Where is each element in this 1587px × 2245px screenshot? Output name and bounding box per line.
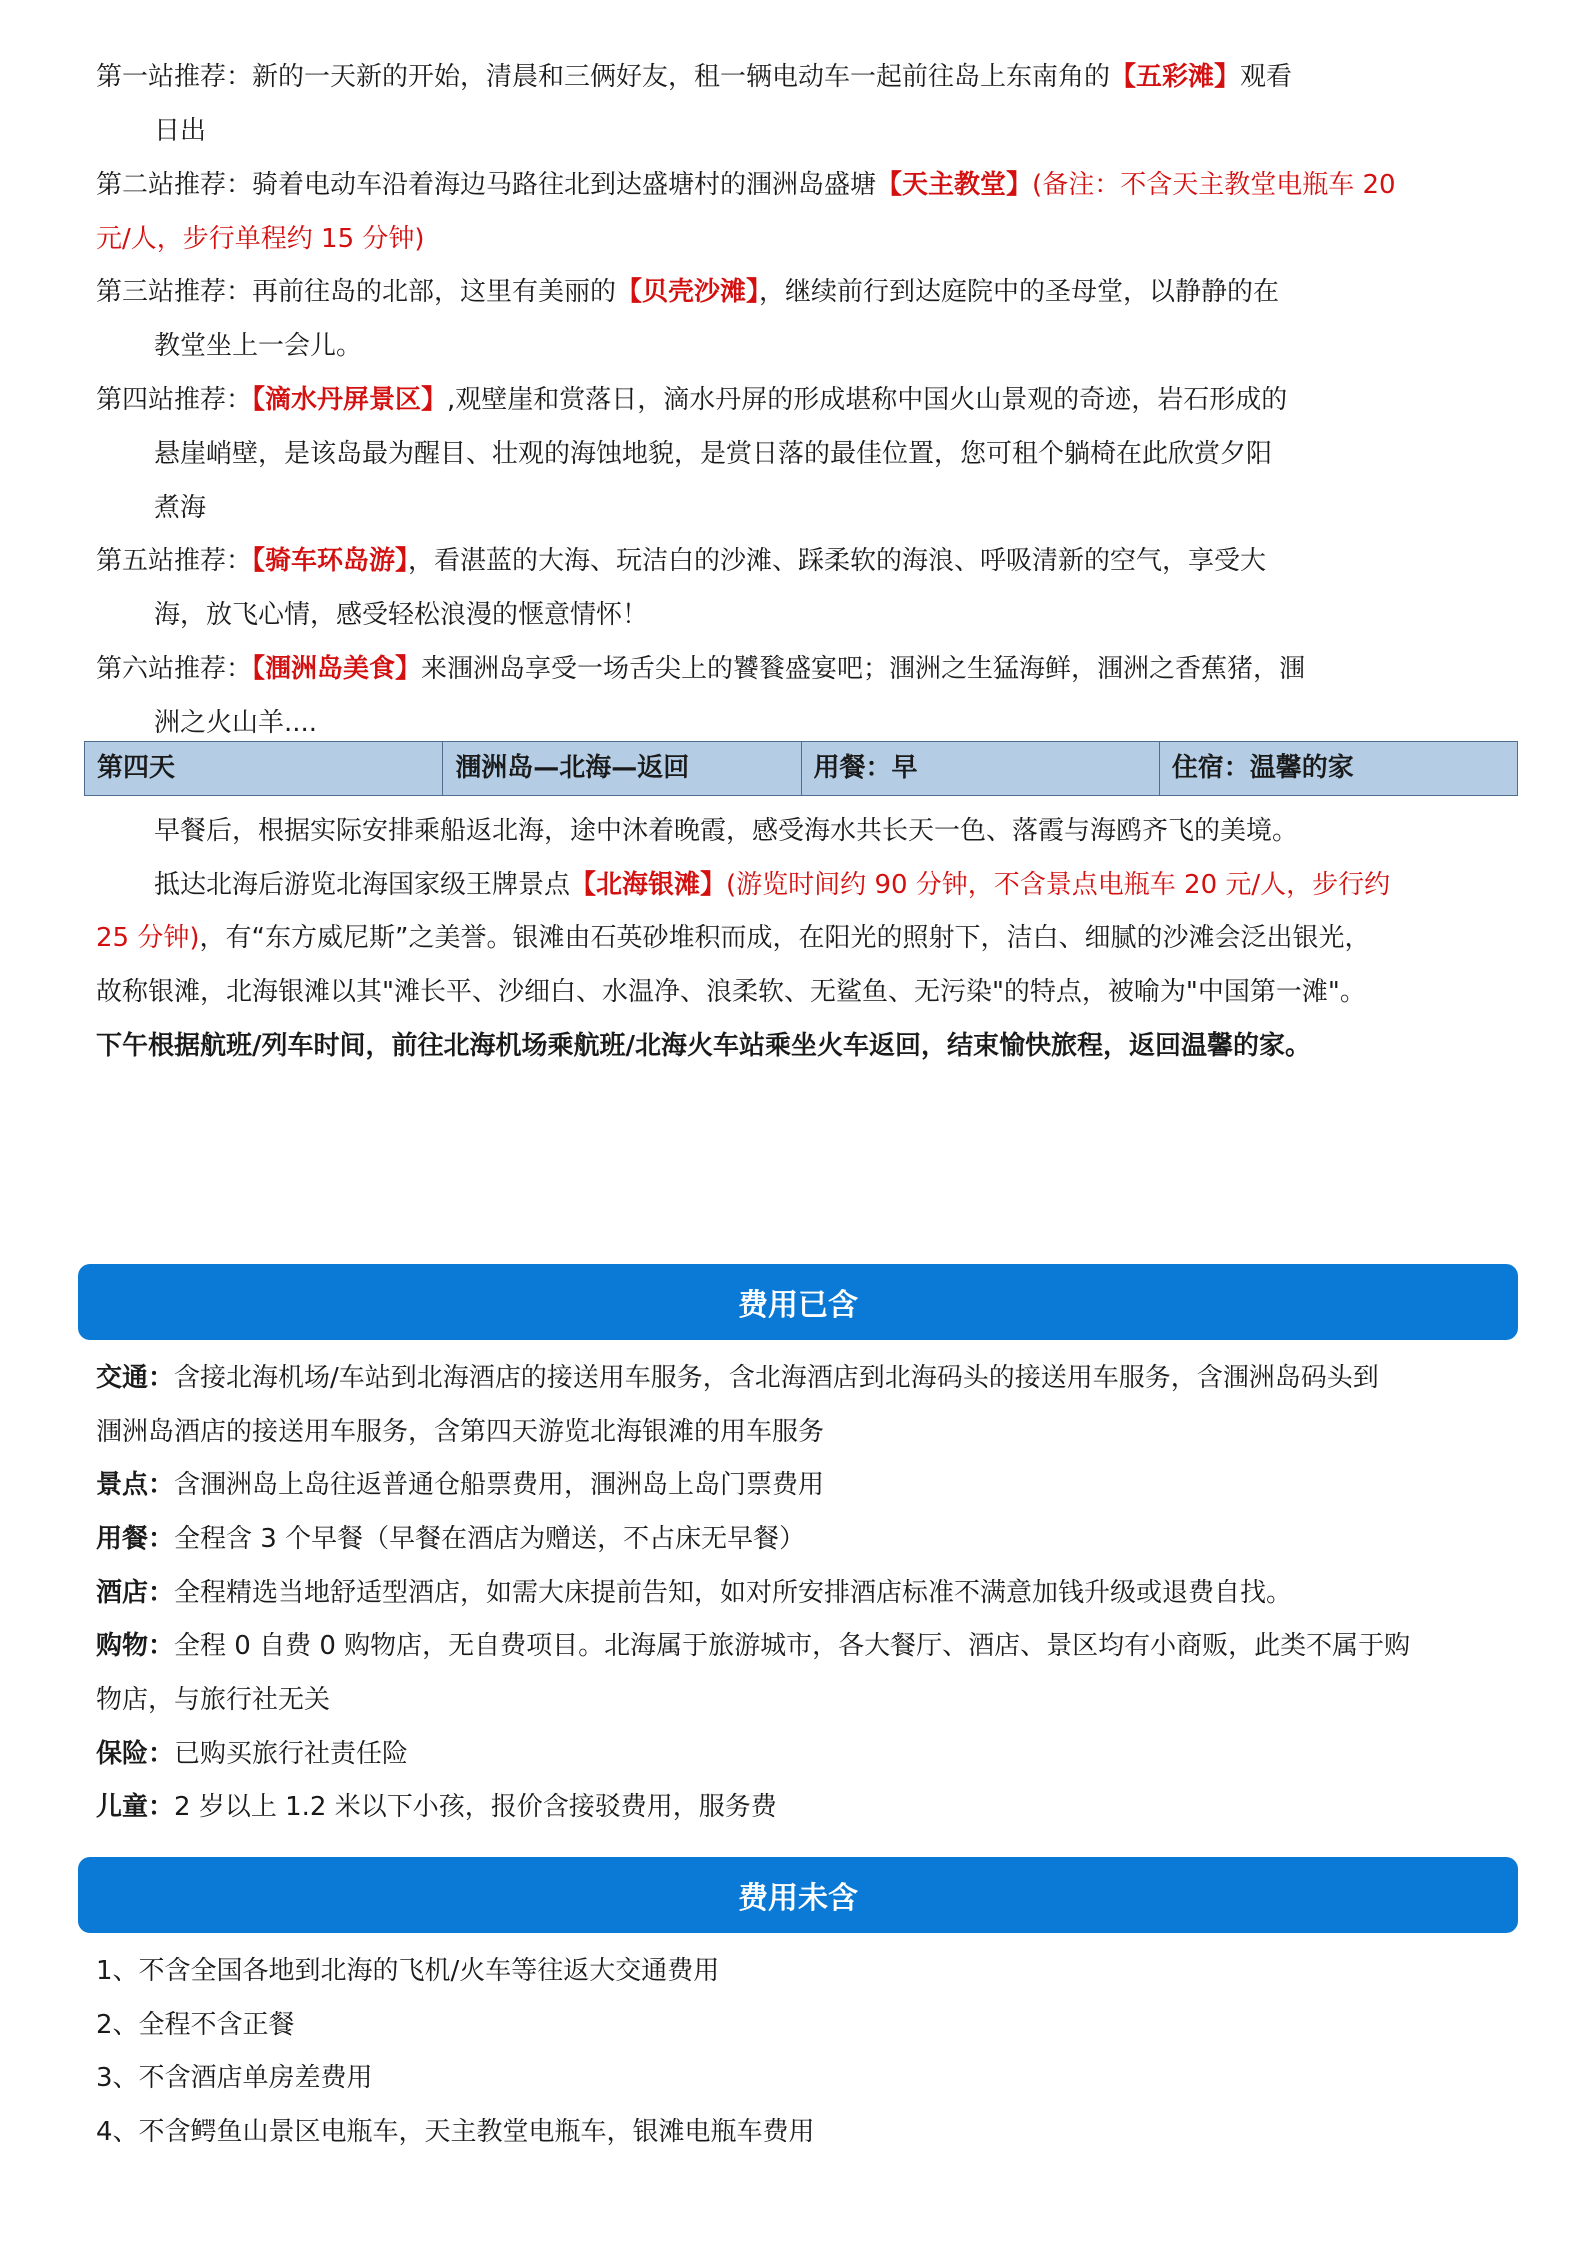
day4-para2-text-b: ，有“东方威尼斯”之美誉。银滩由石英砂堆积而成，在阳光的照射下，洁白、细腻的沙滩会泛出银光， bbox=[199, 923, 1371, 953]
stop6-label: 第六站推荐： bbox=[96, 654, 253, 684]
stop2-note: (备注：不含天主教堂电瓶车 20 bbox=[1032, 170, 1396, 200]
included-shopping bbox=[96, 1628, 1410, 1664]
included-banner bbox=[78, 1264, 1518, 1340]
stop1-text: 新的一天新的开始，清晨和三俩好友，租一辆电动车一起前往岛上东南角的 bbox=[252, 62, 1111, 92]
included-label: 保险： bbox=[96, 1739, 175, 1769]
stop3-text: 再前往岛的北部，这里有美丽的 bbox=[252, 277, 617, 307]
stop2-label: 第二站推荐： bbox=[96, 170, 253, 200]
included-insurance bbox=[96, 1736, 408, 1772]
included-label: 景点： bbox=[96, 1470, 175, 1500]
included-transport-cont: 涠洲岛酒店的接送用车服务，含第四天游览北海银滩的用车服务 bbox=[96, 1417, 825, 1447]
stop2-text: 骑着电动车沿着海边马路往北到达盛塘村的涠洲岛盛塘 bbox=[252, 170, 877, 200]
day4-para1: 早餐后，根据实际安排乘船返北海，途中沐着晚霞，感受海水共长天一色、落霞与海鸥齐飞的美境。 bbox=[154, 816, 1299, 846]
excluded-banner bbox=[78, 1857, 1518, 1933]
included-label: 儿童： bbox=[96, 1792, 175, 1822]
stop6-text: 来涠洲岛享受一场舌尖上的饕餮盛宴吧；涠洲之生猛海鲜，涠洲之香蕉猪，涠 bbox=[421, 654, 1306, 684]
included-text: 已购买旅行社责任险 bbox=[174, 1739, 409, 1769]
stop5-text: ，看湛蓝的大海、玩洁白的沙滩、踩柔软的海浪、呼吸清新的空气，享受大 bbox=[408, 546, 1267, 576]
stop5-line bbox=[96, 543, 1266, 579]
stop2-highlight: 【天主教堂】 bbox=[876, 170, 1033, 200]
included-title: 费用已含 bbox=[738, 1288, 858, 1323]
included-children bbox=[96, 1789, 777, 1825]
stop6-cont: 洲之火山羊.... bbox=[154, 708, 318, 738]
stop4-cont1: 悬崖峭壁，是该岛最为醒目、壮观的海蚀地貌，是赏日落的最佳位置，您可租个躺椅在此欣赏夕阳 bbox=[154, 439, 1273, 469]
included-hotel bbox=[96, 1575, 1292, 1611]
stop4-line bbox=[96, 382, 1287, 418]
stop1-text-b: 观看 bbox=[1240, 62, 1293, 92]
included-shopping-cont: 物店，与旅行社无关 bbox=[96, 1685, 331, 1715]
included-label: 交通： bbox=[96, 1363, 175, 1393]
stop2-note-cont: 元/人，步行单程约 15 分钟) bbox=[96, 224, 425, 254]
excluded-item: 4、不含鳄鱼山景区电瓶车，天主教堂电瓶车，银滩电瓶车费用 bbox=[96, 2117, 815, 2147]
stop4-label: 第四站推荐： bbox=[96, 385, 253, 415]
stop1-label: 第一站推荐： bbox=[96, 62, 253, 92]
stop3-label: 第三站推荐： bbox=[96, 277, 253, 307]
included-text: 含涠洲岛上岛往返普通仓船票费用，涠洲岛上岛门票费用 bbox=[174, 1470, 825, 1500]
stop6-highlight: 【涠洲岛美食】 bbox=[252, 654, 422, 684]
included-text: 全程 0 自费 0 购物店，无自费项目。北海属于旅游城市，各大餐厅、酒店、景区均有小商贩，此类不属于购 bbox=[174, 1631, 1411, 1661]
excluded-title: 费用未含 bbox=[738, 1881, 858, 1916]
stop4-text: ,观壁崖和赏落日，滴水丹屏的形成堪称中国火山景观的奇迹，岩石形成的 bbox=[447, 385, 1288, 415]
day4-day-cell: 第四天 bbox=[85, 742, 443, 796]
included-label: 用餐： bbox=[96, 1524, 175, 1554]
day4-para2-note: (游览时间约 90 分钟，不含景点电瓶车 20 元/人，步行约 bbox=[726, 870, 1391, 900]
included-sights bbox=[96, 1467, 824, 1503]
stop1-highlight: 【五彩滩】 bbox=[1110, 62, 1241, 92]
stop3-cont: 教堂坐上一会儿。 bbox=[154, 331, 363, 361]
stop3-highlight: 【贝壳沙滩】 bbox=[616, 277, 760, 307]
excluded-item: 3、不含酒店单房差费用 bbox=[96, 2063, 373, 2093]
included-text: 含接北海机场/车站到北海酒店的接送用车服务，含北海酒店到北海码头的接送用车服务，含涠洲岛码头到 bbox=[174, 1363, 1379, 1393]
day4-para2-highlight: 【北海银滩】 bbox=[570, 870, 727, 900]
day4-meal-cell: 用餐：早 bbox=[801, 742, 1159, 796]
day4-para2-line1 bbox=[154, 867, 1390, 903]
stop6-line bbox=[96, 651, 1305, 687]
stop4-cont2: 煮海 bbox=[154, 493, 207, 523]
stop5-label: 第五站推荐： bbox=[96, 546, 253, 576]
stop1-cont: 日出 bbox=[154, 116, 207, 146]
day4-para2-line2 bbox=[96, 920, 1370, 956]
excluded-item: 2、全程不含正餐 bbox=[96, 2010, 295, 2040]
included-label: 购物： bbox=[96, 1631, 175, 1661]
day4-para3: 下午根据航班/列车时间，前往北海机场乘航班/北海火车站乘坐火车返回，结束愉快旅程，返回温馨的家。 bbox=[96, 1031, 1311, 1061]
included-transport bbox=[96, 1360, 1379, 1396]
excluded-item: 1、不含全国各地到北海的飞机/火车等往返大交通费用 bbox=[96, 1956, 720, 1986]
included-label: 酒店： bbox=[96, 1578, 175, 1608]
stop3-line bbox=[96, 274, 1279, 310]
included-text: 全程精选当地舒适型酒店，如需大床提前告知，如对所安排酒店标准不满意加钱升级或退费自找。 bbox=[174, 1578, 1293, 1608]
day4-para2-note-cont: 25 分钟) bbox=[96, 923, 200, 953]
day4-hotel-cell: 住宿：温馨的家 bbox=[1159, 742, 1517, 796]
stop2-line bbox=[96, 167, 1396, 203]
day4-route-cell: 涠洲岛—北海—返回 bbox=[443, 742, 801, 796]
day4-para2-line3: 故称银滩，北海银滩以其"滩长平、沙细白、水温净、浪柔软、无鲨鱼、无污染"的特点，被喻为"中国第一滩"。 bbox=[96, 977, 1366, 1007]
included-meals bbox=[96, 1521, 805, 1557]
day4-para2-text: 抵达北海后游览北海国家级王牌景点 bbox=[154, 870, 571, 900]
stop3-text-b: ，继续前行到达庭院中的圣母堂，以静静的在 bbox=[759, 277, 1280, 307]
stop5-cont: 海，放飞心情，感受轻松浪漫的惬意情怀！ bbox=[154, 600, 649, 630]
stop4-highlight: 【滴水丹屏景区】 bbox=[252, 385, 448, 415]
stop1-line bbox=[96, 59, 1292, 95]
day4-header-table bbox=[84, 741, 1518, 796]
included-text: 全程含 3 个早餐（早餐在酒店为赠送，不占床无早餐） bbox=[174, 1524, 806, 1554]
stop5-highlight: 【骑车环岛游】 bbox=[252, 546, 409, 576]
included-text: 2 岁以上 1.2 米以下小孩，报价含接驳费用，服务费 bbox=[174, 1792, 777, 1822]
